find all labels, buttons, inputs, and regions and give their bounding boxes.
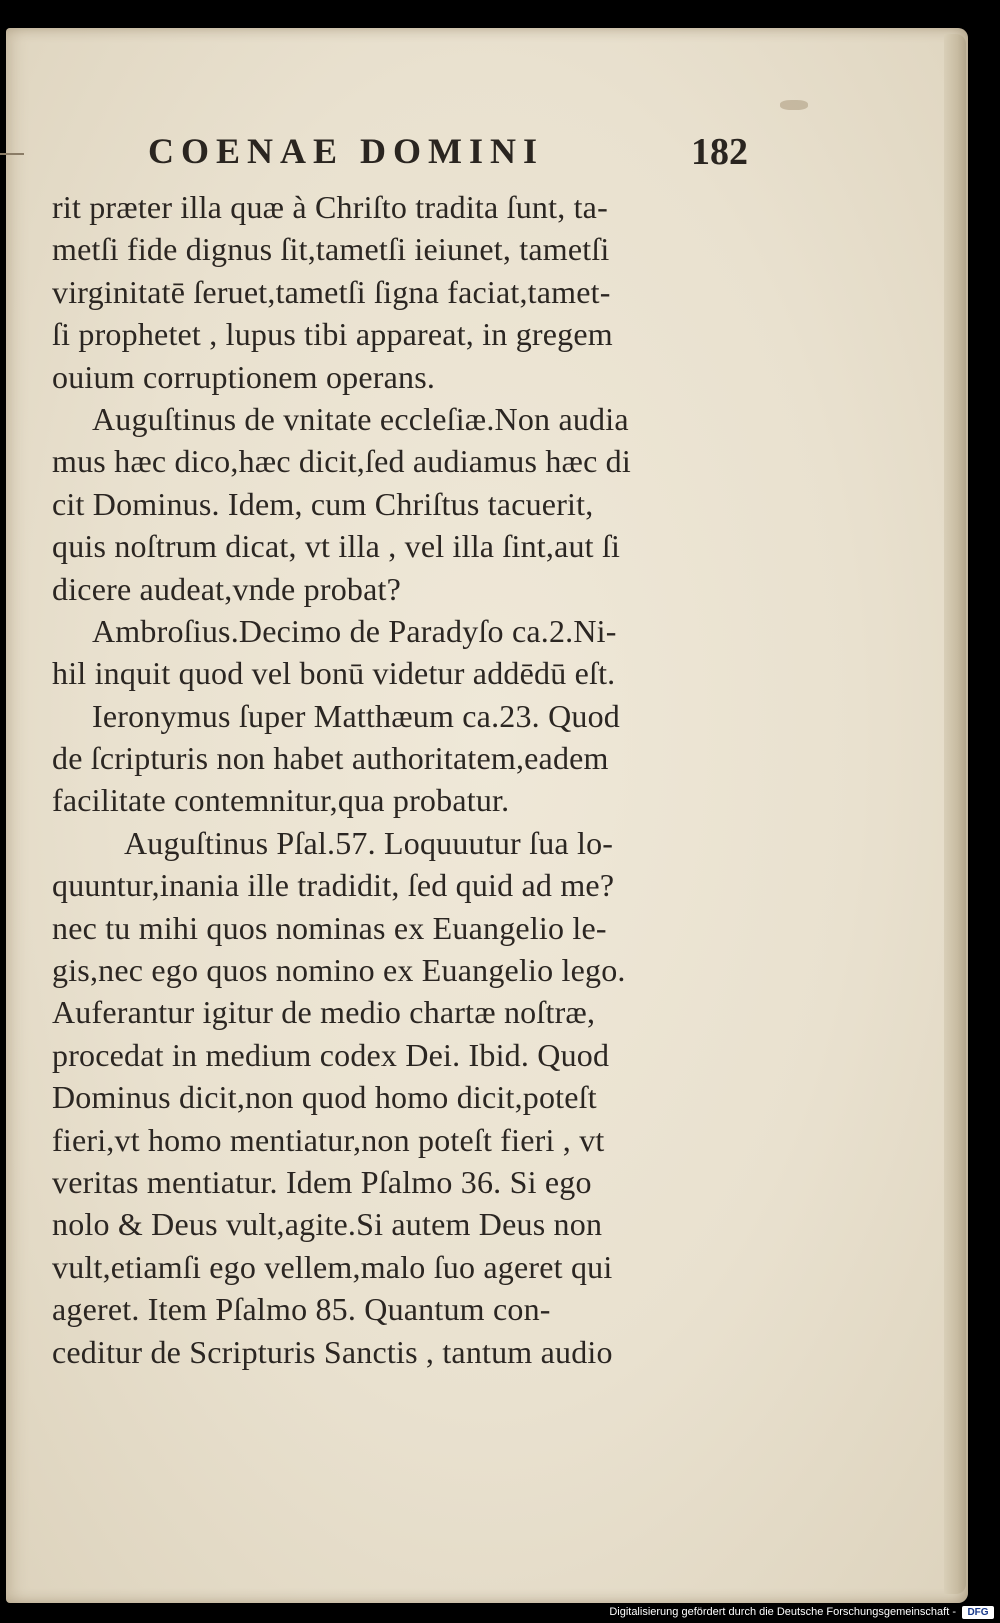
text-line: Dominus dicit,non quod homo dicit,poteſt — [52, 1079, 597, 1116]
text-line: fieri,vt homo mentiatur,non poteſt fieri , vt — [52, 1121, 605, 1158]
page-edge — [944, 34, 966, 1594]
body-text — [52, 186, 762, 1373]
text-line: Auguſtinus de vnitate eccleſiæ.Non audia — [92, 400, 629, 437]
text-line: de ſcripturis non habet authoritatem,eadem — [52, 740, 609, 777]
dfg-logo-icon: DFG — [962, 1606, 994, 1619]
text-line: metſi fide dignus ſit,tametſi ieiunet, tametſi — [52, 231, 610, 268]
text-line: veritas mentiatur. Idem Pſalmo 36. Si ego — [52, 1163, 592, 1200]
text-line: ouium corruptionem operans. — [52, 358, 436, 395]
running-title: COENAE DOMINI — [148, 131, 545, 171]
text-line: dicere audeat,vnde probat? — [52, 570, 402, 607]
text-line: nec tu mihi quos nominas ex Euangelio le- — [52, 909, 607, 946]
text-line: Auferantur igitur de medio chartæ noſtræ, — [52, 994, 596, 1031]
text-line: quis noſtrum dicat, vt illa , vel illa ſint,aut ſi — [52, 528, 621, 565]
text-line: virginitatē ſeruet,tametſi ſigna faciat,tamet- — [52, 273, 611, 310]
text-line: facilitate contemnitur,qua probatur. — [52, 782, 510, 819]
text-line: ſi prophetet , lupus tibi appareat, in gregem — [52, 316, 613, 353]
text-line: Ieronymus ſuper Matthæum ca.23. Quod — [92, 697, 620, 734]
text-line: procedat in medium codex Dei. Ibid. Quod — [52, 1036, 610, 1073]
text-line: mus hæc dico,hæc dicit,ſed audiamus hæc di — [52, 443, 631, 480]
text-line: ageret. Item Pſalmo 85. Quantum con- — [52, 1291, 551, 1328]
paper-stain — [780, 100, 808, 110]
text-line: nolo & Deus vult,agite.Si autem Deus non — [52, 1206, 603, 1243]
text-line: gis,nec ego quos nomino ex Euangelio lego. — [52, 952, 626, 989]
text-line: hil inquit quod vel bonū videtur addēdū eſt. — [52, 655, 616, 692]
digitization-credit: Digitalisierung gefördert durch die Deutsche Forschungsgemeinschaft - — [609, 1606, 956, 1618]
page-header — [148, 130, 748, 178]
footer-bar — [0, 1603, 1000, 1623]
text-line: cit Dominus. Idem, cum Chriſtus tacuerit, — [52, 485, 594, 522]
text-line: Ambroſius.Decimo de Paradyſo ca.2.Ni- — [92, 612, 617, 649]
margin-mark — [0, 153, 24, 155]
text-line: vult,etiamſi ego vellem,malo ſuo ageret qui — [52, 1248, 613, 1285]
folio-number: 182 — [691, 131, 748, 173]
text-line: quuntur,inania ille tradidit, ſed quid ad me? — [52, 867, 615, 904]
text-line: Auguſtinus Pſal.57. Loquuutur ſua lo- — [124, 824, 614, 861]
text-line: ceditur de Scripturis Sanctis , tantum audio — [52, 1333, 613, 1370]
text-line: rit præter illa quæ à Chriſto tradita ſunt, ta- — [52, 189, 608, 225]
